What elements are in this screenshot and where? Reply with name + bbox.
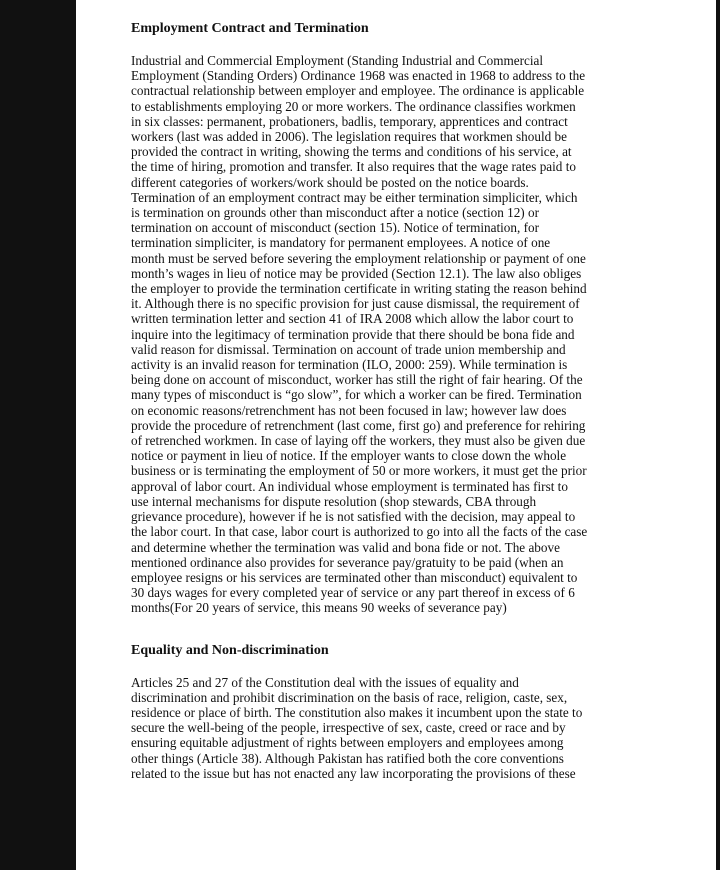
text-line: months(For 20 years of service, this means 90 weeks of severance pay) (131, 600, 507, 616)
text-line: to establishments employing 20 or more workers. The ordinance classifies workmen (131, 98, 576, 114)
text-line: the employer to provide the termination certificate in writing stating the reason behind (131, 281, 587, 297)
text-line: other things (Article 38). Although Pakistan has ratified both the core conventions (131, 750, 564, 766)
text-line: is termination on grounds other than misconduct after a notice (section 12) or (131, 205, 539, 221)
text-line: mentioned ordinance also provides for severance pay/gratuity to be paid (when an (131, 554, 564, 570)
text-line: month’s wages in lieu of notice may be provided (Section 12.1). The law also obliges (131, 265, 582, 281)
text-line: the labor court. In that case, labor court is authorized to go into all the facts of the case (131, 524, 588, 540)
text-line: different categories of workers/work should be posted on the notice boards. (131, 174, 529, 190)
text-line: month must be served before severing the employment relationship or payment of one (131, 250, 586, 266)
text-line: approval of labor court. An individual whose employment is terminated has first to (131, 478, 568, 494)
text-line: grievance procedure), however if he is not satisfied with the decision, may appeal to (131, 509, 576, 525)
text-line: it. Although there is no specific provision for just cause dismissal, the requirement of (131, 296, 580, 312)
text-line: Termination of an employment contract may be either termination simpliciter, which (131, 189, 578, 205)
text-line: on economic reasons/retrenchment has not been focused in law; however law does (131, 402, 567, 418)
text-line: Industrial and Commercial Employment (Standing Industrial and Commercial (131, 53, 544, 68)
text-line: the time of hiring, promotion and transfer. It also requires that the wage rates paid to (131, 159, 576, 175)
text-line: termination on account of misconduct (section 15). Notice of termination, for (131, 220, 539, 236)
text-line: inquire into the legitimacy of termination provide that there should be bona fide and (131, 326, 575, 342)
text-line: notice or payment in lieu of notice. If the employer wants to close down the whole (131, 448, 567, 464)
text-line: related to the issue but has not enacted any law incorporating the provisions of these (131, 765, 576, 781)
text-line: termination simpliciter, is mandatory for permanent employees. A notice of one (131, 235, 551, 251)
text-line: many types of misconduct is “go slow”, for which a worker can be fired. Termination (131, 387, 582, 403)
text-line: in six classes: permanent, probationers, badlis, temporary, apprentices and contract (131, 113, 568, 129)
text-line: business or is terminating the employment of 50 or more workers, it must get the prior (131, 463, 587, 479)
text-line: Employment (Standing Orders) Ordinance 1968 was enacted in 1968 to address to the (131, 68, 586, 84)
text-line: contractual relationship between employer and employee. The ordinance is applicable (131, 83, 585, 99)
document-page (76, 0, 716, 870)
text-line: provide the procedure of retrenchment (last come, first go) and preference for rehiring (131, 417, 586, 433)
text-line: secure the well-being of the people, irrespective of sex, caste, creed or race and by (131, 720, 566, 736)
text-line: provided the contract in writing, showing the terms and conditions of his service, at (131, 144, 572, 160)
text-line: activity is an invalid reason for termination (ILO, 2000: 259). While termination is (131, 357, 568, 373)
text-line: 30 days wages for every completed year of service or any part thereof in excess of 6 (131, 585, 575, 601)
text-line: being done on account of misconduct, worker has still the right of fair hearing. Of the (131, 372, 583, 388)
text-line: workers (last was added in 2006). The legislation requires that workmen should be (131, 129, 567, 145)
section-heading-equality: Equality and Non-discrimination (131, 642, 329, 658)
text-line: residence or place of birth. The constitution also makes it incumbent upon the state to (131, 704, 583, 720)
section-heading-employment-contract: Employment Contract and Termination (131, 21, 369, 36)
text-line: Articles 25 and 27 of the Constitution deal with the issues of equality and (131, 674, 519, 690)
text-line: discrimination and prohibit discrimination on the basis of race, religion, caste, sex, (131, 689, 568, 705)
text-line: use internal mechanisms for dispute resolution (shop stewards, CBA through (131, 493, 537, 509)
text-line: valid reason for dismissal. Termination on account of trade union membership and (131, 341, 566, 357)
paragraph-employment-contract (131, 53, 666, 616)
text-line: employee resigns or his services are terminated other than misconduct) equivalent to (131, 569, 578, 585)
text-line: of retrenched workmen. In case of laying off the workers, they must also be given due (131, 433, 586, 449)
text-line: written termination letter and section 41 of IRA 2008 which allow the labor court to (131, 311, 574, 327)
text-line: and determine whether the termination was valid and bona fide or not. The above (131, 539, 560, 555)
paragraph-equality (131, 675, 666, 781)
document-content (131, 20, 666, 781)
text-line: ensuring equitable adjustment of rights between employers and employees among (131, 735, 564, 751)
